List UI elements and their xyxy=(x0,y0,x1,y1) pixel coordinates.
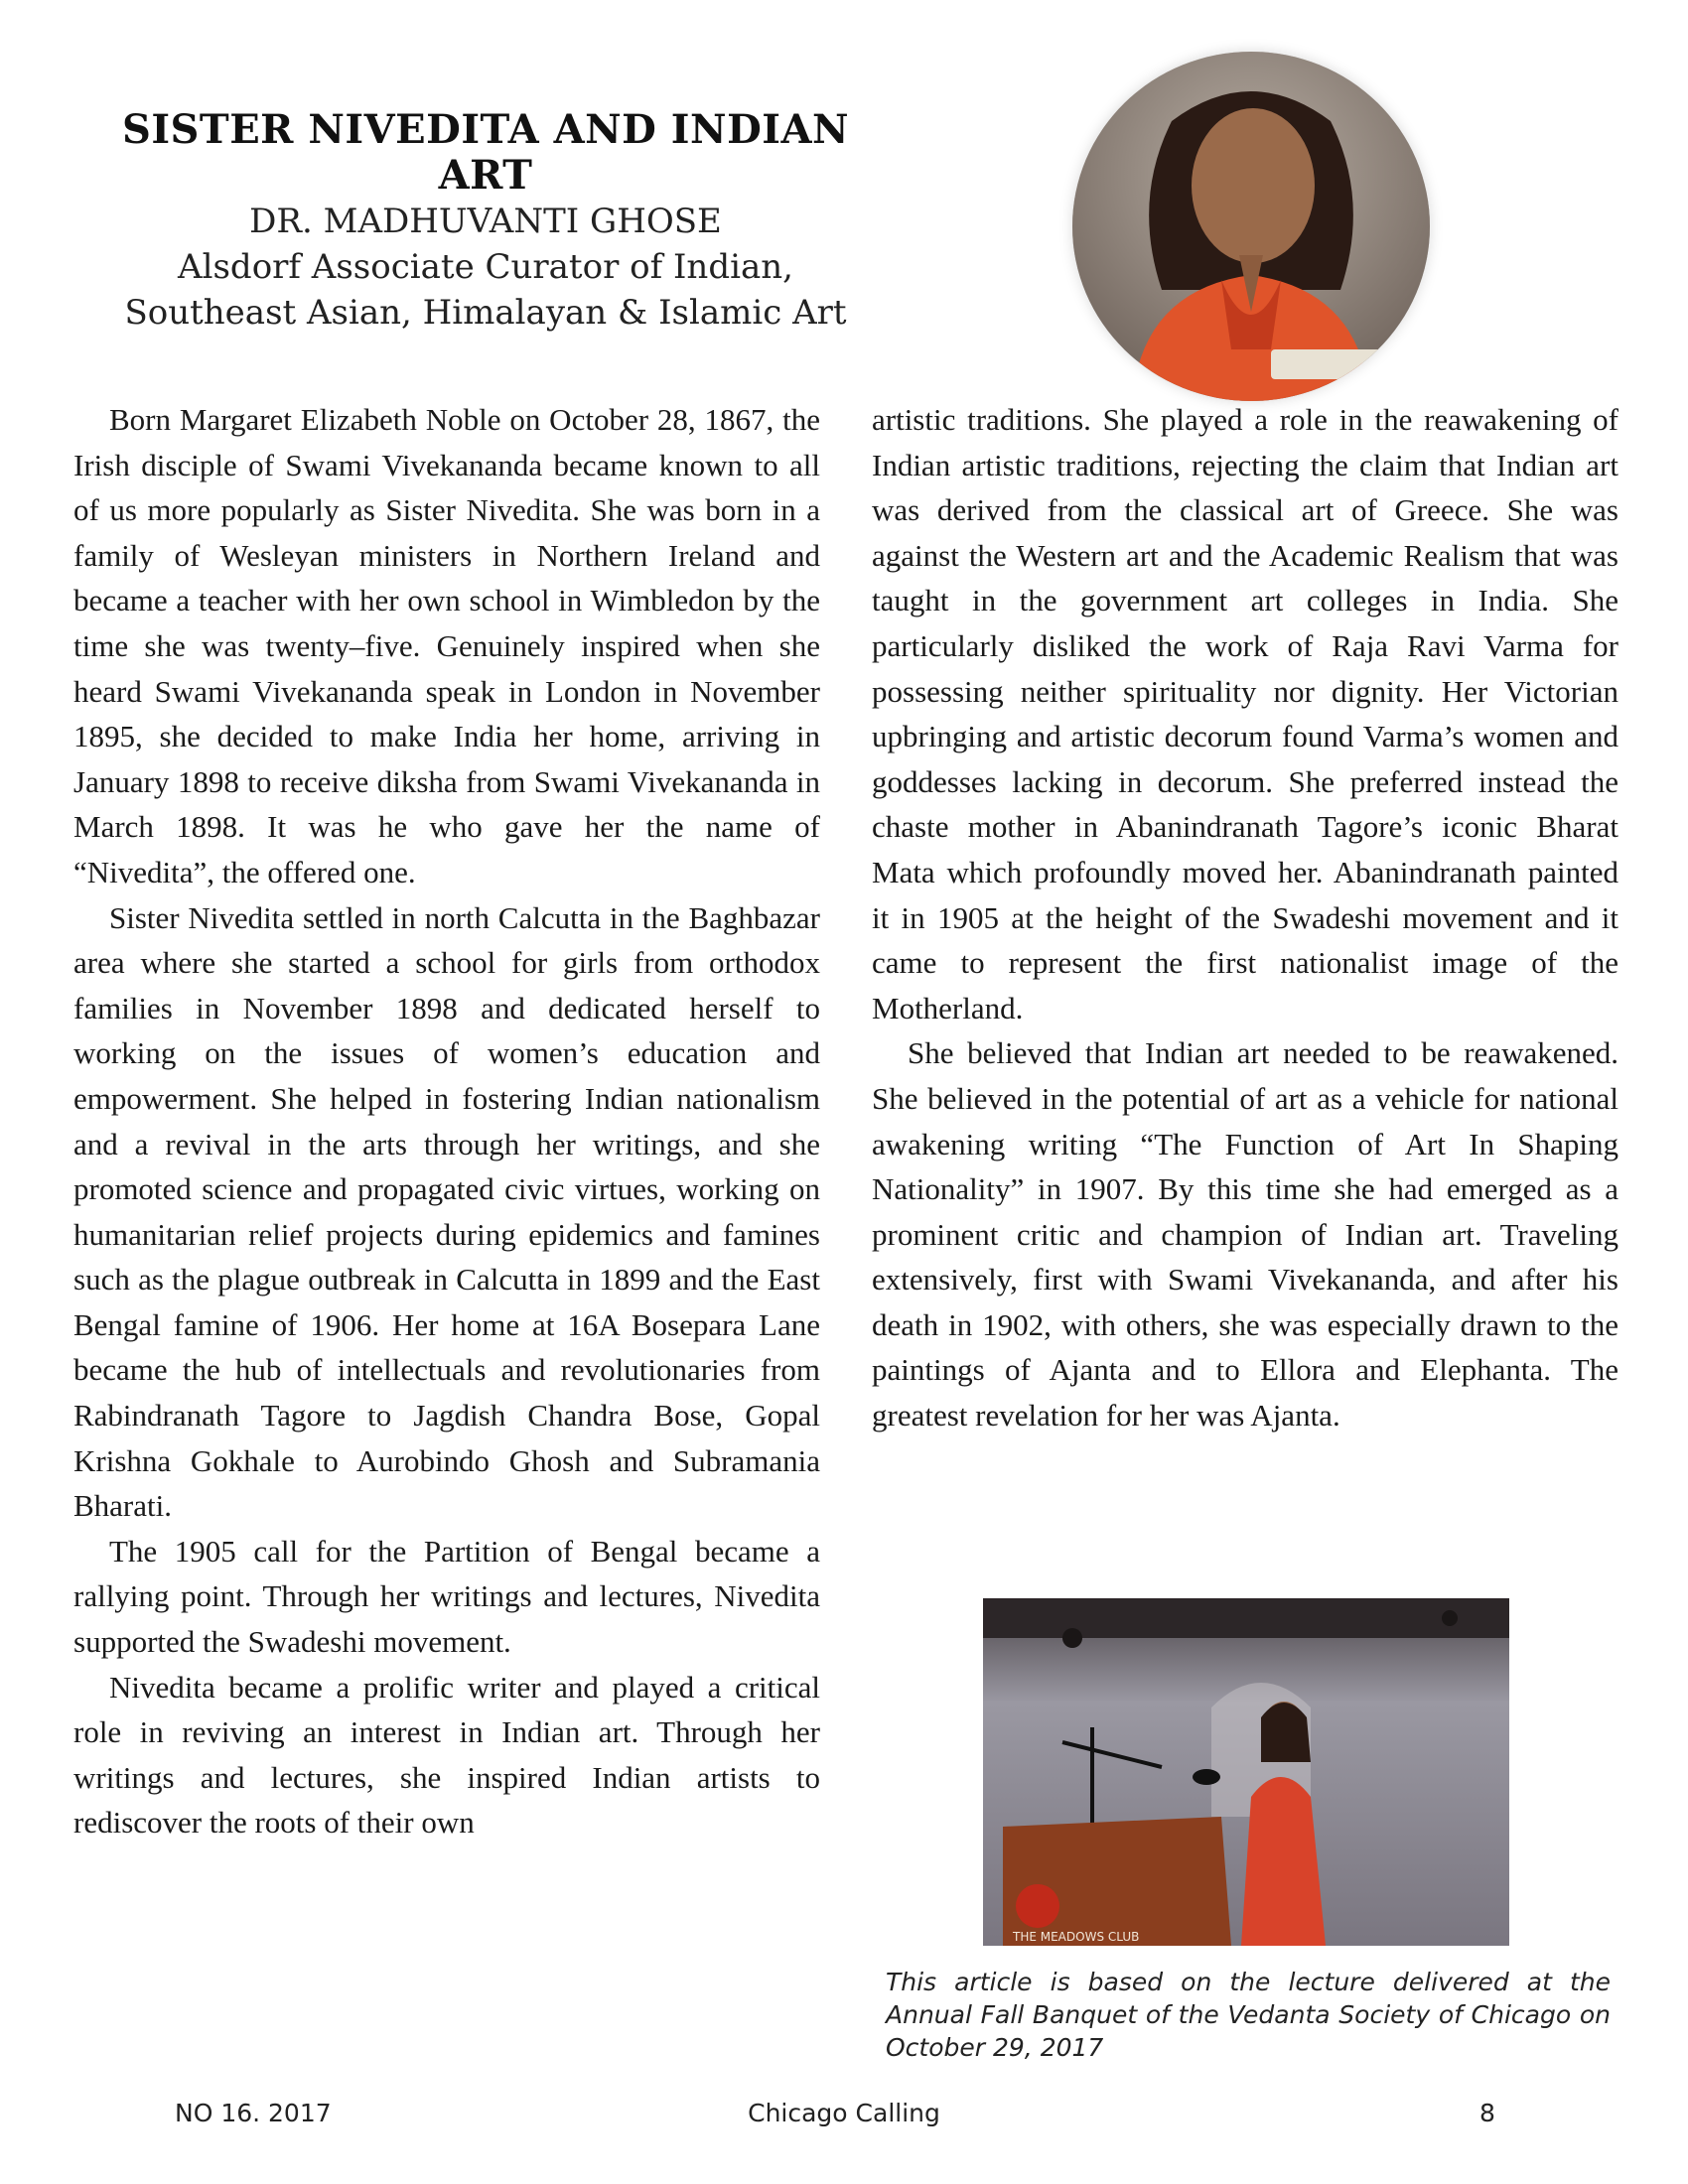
footer-publication: Chicago Calling xyxy=(748,2099,940,2127)
lecture-photo xyxy=(983,1598,1509,1946)
paragraph-2: Sister Nivedita settled in north Calcutta in the Baghbazar area where she started a school for girls from orthodox families in November 1898 and dedicated herself to working on the issues of women’s education and empowerment. She helped in fostering Indian nationalism and a revival in the arts through her writings, and she promoted science and propagated civic virtues, working on humanitarian relief projects during epidemics and famines such as the plague outbreak in Calcutta in 1899 and the East Bengal famine of 1906. Her home at 16A Bosepara Lane became the hub of intellectuals and revolutionaries from Rabindranath Tagore to Jagdish Chandra Bose, Gopal Krishna Gokhale to Aurobindo Ghosh and Subramania Bharati. xyxy=(73,899,820,1524)
photo-caption: This article is based on the lecture delivered at the Annual Fall Banquet of the Vedanta Society of Chicago on October 29, 2017 xyxy=(886,1968,1611,2062)
left-column xyxy=(73,397,820,1845)
paragraph-5: She believed that Indian art needed to be reawakened. She believed in the potential of art as a vehicle for national awakening writing “The Function of Art In Shaping Nationality” in 1907. By this time she had emerged as a prominent critic and champion of Indian art. Traveling extensively, first with Swami Vivekananda, and after his death in 1902, with others, she was especially drawn to the paintings of Ajanta and to Ellora and Elephanta. The greatest revelation for her was Ajanta. xyxy=(872,1035,1618,1433)
author-role-line1: Alsdorf Associate Curator of Indian, xyxy=(178,247,793,287)
paragraph-4-continued: artistic traditions. She played a role in the reawakening of Indian artistic traditions, rejecting the claim that Indian art was derived from the classical art of Greece. She was against the Western art and the Academic Realism that was taught in the government art colleges in India. She particularly disliked the work of Raja Ravi Varma for possessing neither spirituality nor dignity. Her Victorian upbringing and artistic decorum found Varma’s women and goddesses lacking in decorum. She preferred instead the chaste mother in Abanindranath Tagore’s iconic Bharat Mata which profoundly moved her. Abanindranath painted it in 1905 at the height of the Swadeshi movement and it came to represent the first nationalist image of the Motherland. xyxy=(872,402,1618,1025)
footer-issue: NO 16. 2017 xyxy=(175,2099,332,2127)
portrait-illustration xyxy=(1072,52,1430,401)
podium-sign: THE MEADOWS CLUB xyxy=(1013,1930,1140,1944)
paragraph-1: Born Margaret Elizabeth Noble on October 28, 1867, the Irish disciple of Swami Vivekananda became known to all of us more popularly as Sister Nivedita. She was born in a family of Wesleyan ministers in Northern Ireland and became a teacher with her own school in Wimbledon by the time she was twenty–five. Genuinely inspired when she heard Swami Vivekananda speak in London in November 1895, she decided to make India her home, arriving in January 1898 to receive diksha from Swami Vivekananda in March 1898. It was he who gave her the name of “Nivedita”, the offered one. xyxy=(73,402,820,889)
lecture-illustration xyxy=(983,1598,1509,1946)
article-title: SISTER NIVEDITA AND INDIAN ART xyxy=(121,106,850,199)
paragraph-4: Nivedita became a prolific writer and played a critical role in reviving an interest in Indian art. Through her writings and lectures, she inspired Indian artists to rediscover the roots of their own xyxy=(73,1669,820,1841)
author-name: DR. MADHUVANTI GHOSE xyxy=(249,202,722,241)
author-portrait xyxy=(1072,52,1430,401)
footer-page-number: 8 xyxy=(1479,2099,1495,2127)
right-column xyxy=(872,397,1618,1438)
paragraph-3: The 1905 call for the Partition of Bengal became a rallying point. Through her writings and lectures, Nivedita supported the Swadeshi movement. xyxy=(73,1533,820,1660)
author-role-line2: Southeast Asian, Himalayan & Islamic Art xyxy=(124,293,847,333)
article-header xyxy=(73,107,898,336)
